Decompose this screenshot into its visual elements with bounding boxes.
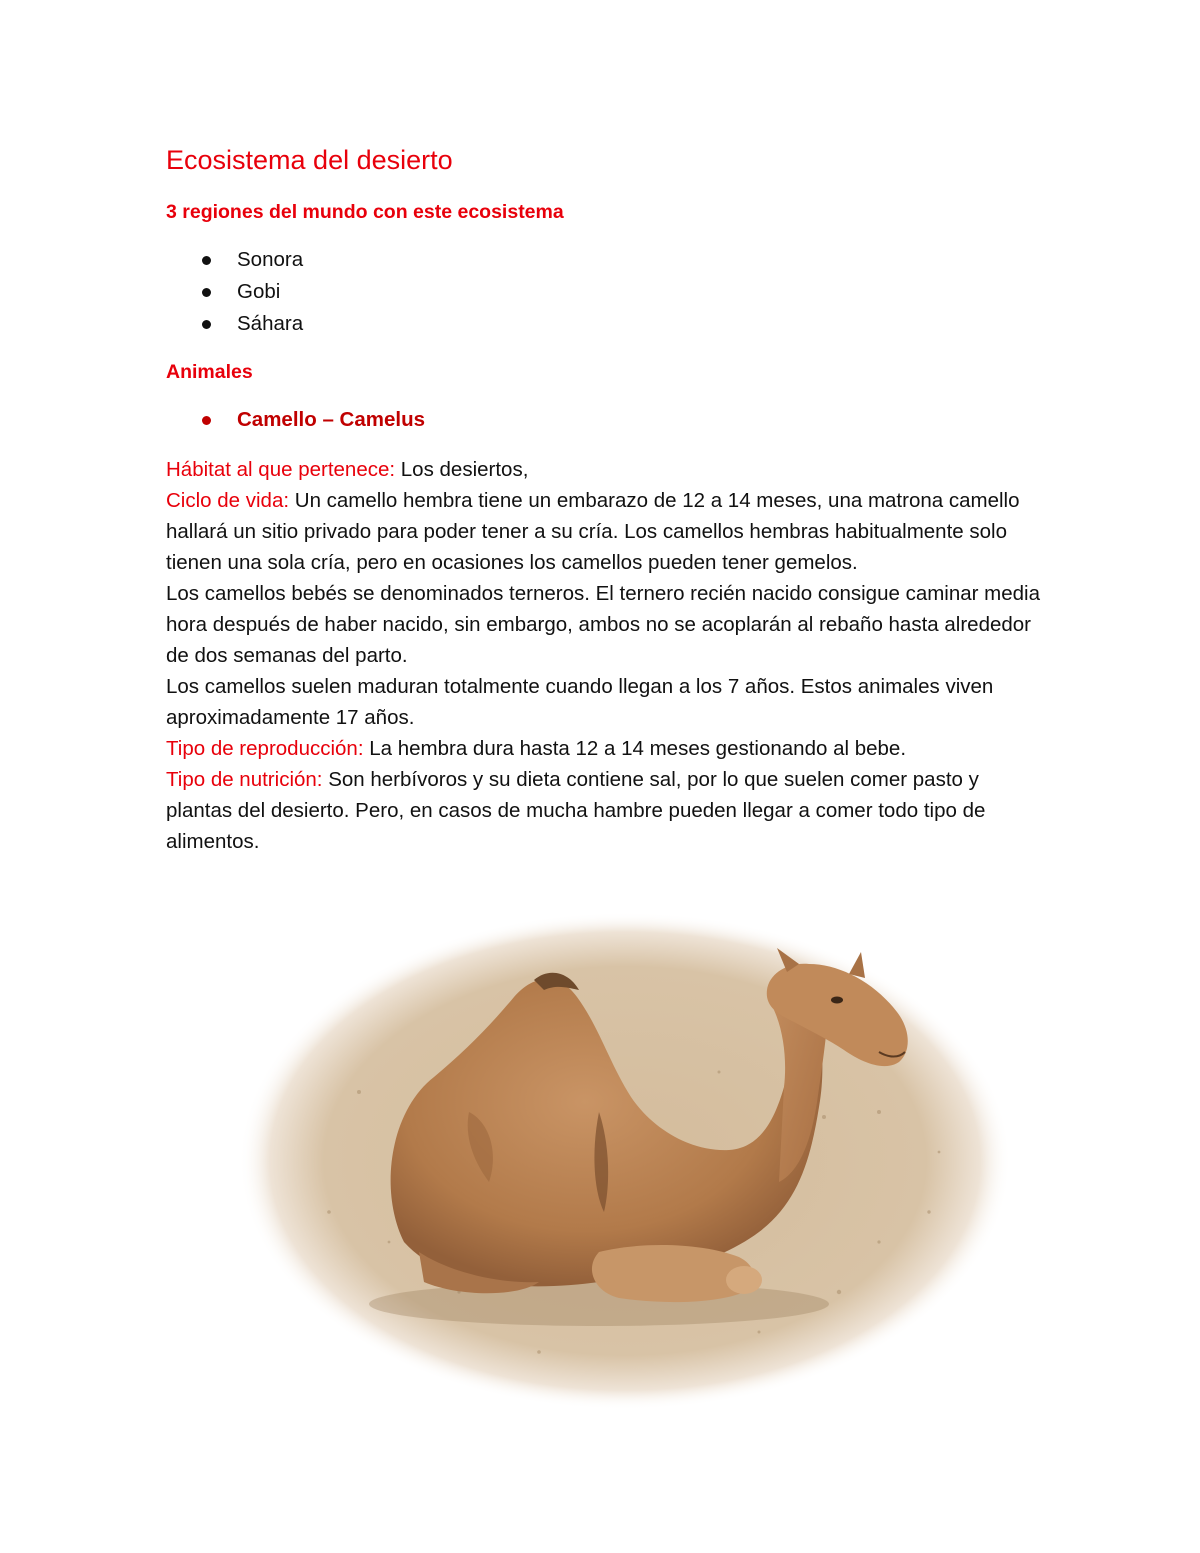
camel-shadow: [369, 1282, 829, 1326]
camel-knee: [726, 1266, 762, 1294]
animals-heading: Animales: [166, 361, 253, 383]
life-cycle-paragraph: [166, 485, 1046, 578]
nutrition-label: Tipo de nutrición:: [166, 768, 323, 791]
bullet-icon: [202, 288, 211, 297]
calves-paragraph: Los camellos bebés se denominados terneros. El ternero recién nacido consigue caminar media hora después de haber nacido, sin embargo, ambos no se acoplarán al rebaño hasta alrededor de dos semanas del parto.: [166, 582, 1041, 667]
animal-label: Camello – Camelus: [237, 408, 425, 431]
list-item: [166, 244, 1046, 276]
maturity-paragraph: Los camellos suelen maduran totalmente cuando llegan a los 7 años. Estos animales viven aproximadamente 17 años.: [166, 675, 994, 729]
regions-heading: 3 regiones del mundo con este ecosistema: [166, 201, 564, 223]
reproduction-text: La hembra dura hasta 12 a 14 meses gestionando al bebe.: [363, 737, 907, 760]
list-item: [166, 308, 1046, 340]
habitat-paragraph: [166, 454, 1046, 485]
life-cycle-text: Un camello hembra tiene un embarazo de 12 a 14 meses, una matrona camello hallará un sitio privado para poder tener a su cría. Los camellos hembras habitualmente solo tienen una sola cría, pero en ocasiones los camellos pueden tener gemelos.: [166, 489, 1020, 574]
habitat-label: Hábitat al que pertenece:: [166, 458, 396, 481]
region-label: Sáhara: [237, 312, 304, 335]
document-body: [166, 140, 1046, 857]
regions-list: [166, 244, 1046, 340]
habitat-text: Los desiertos,: [395, 458, 529, 481]
region-label: Gobi: [237, 280, 281, 303]
reproduction-paragraph: [166, 733, 1046, 764]
camel-photo-icon: [239, 912, 1011, 1410]
nutrition-text: Son herbívoros y su dieta contiene sal, por lo que suelen comer pasto y plantas del desierto. Pero, en casos de mucha hambre pueden llegar a comer todo tipo de alimentos.: [166, 768, 986, 853]
bullet-icon: [202, 256, 211, 265]
bullet-icon: [202, 320, 211, 329]
nutrition-paragraph: [166, 764, 1046, 857]
bullet-icon: [202, 416, 211, 425]
life-cycle-label: Ciclo de vida:: [166, 489, 290, 512]
reproduction-label: Tipo de reproducción:: [166, 737, 364, 760]
region-label: Sonora: [237, 248, 304, 271]
list-item: [166, 404, 1046, 436]
page-title: Ecosistema del desierto: [166, 145, 453, 175]
camel-photo: [239, 912, 1011, 1410]
animals-list: [166, 404, 1046, 436]
camel-eye-icon: [831, 997, 843, 1004]
list-item: [166, 276, 1046, 308]
